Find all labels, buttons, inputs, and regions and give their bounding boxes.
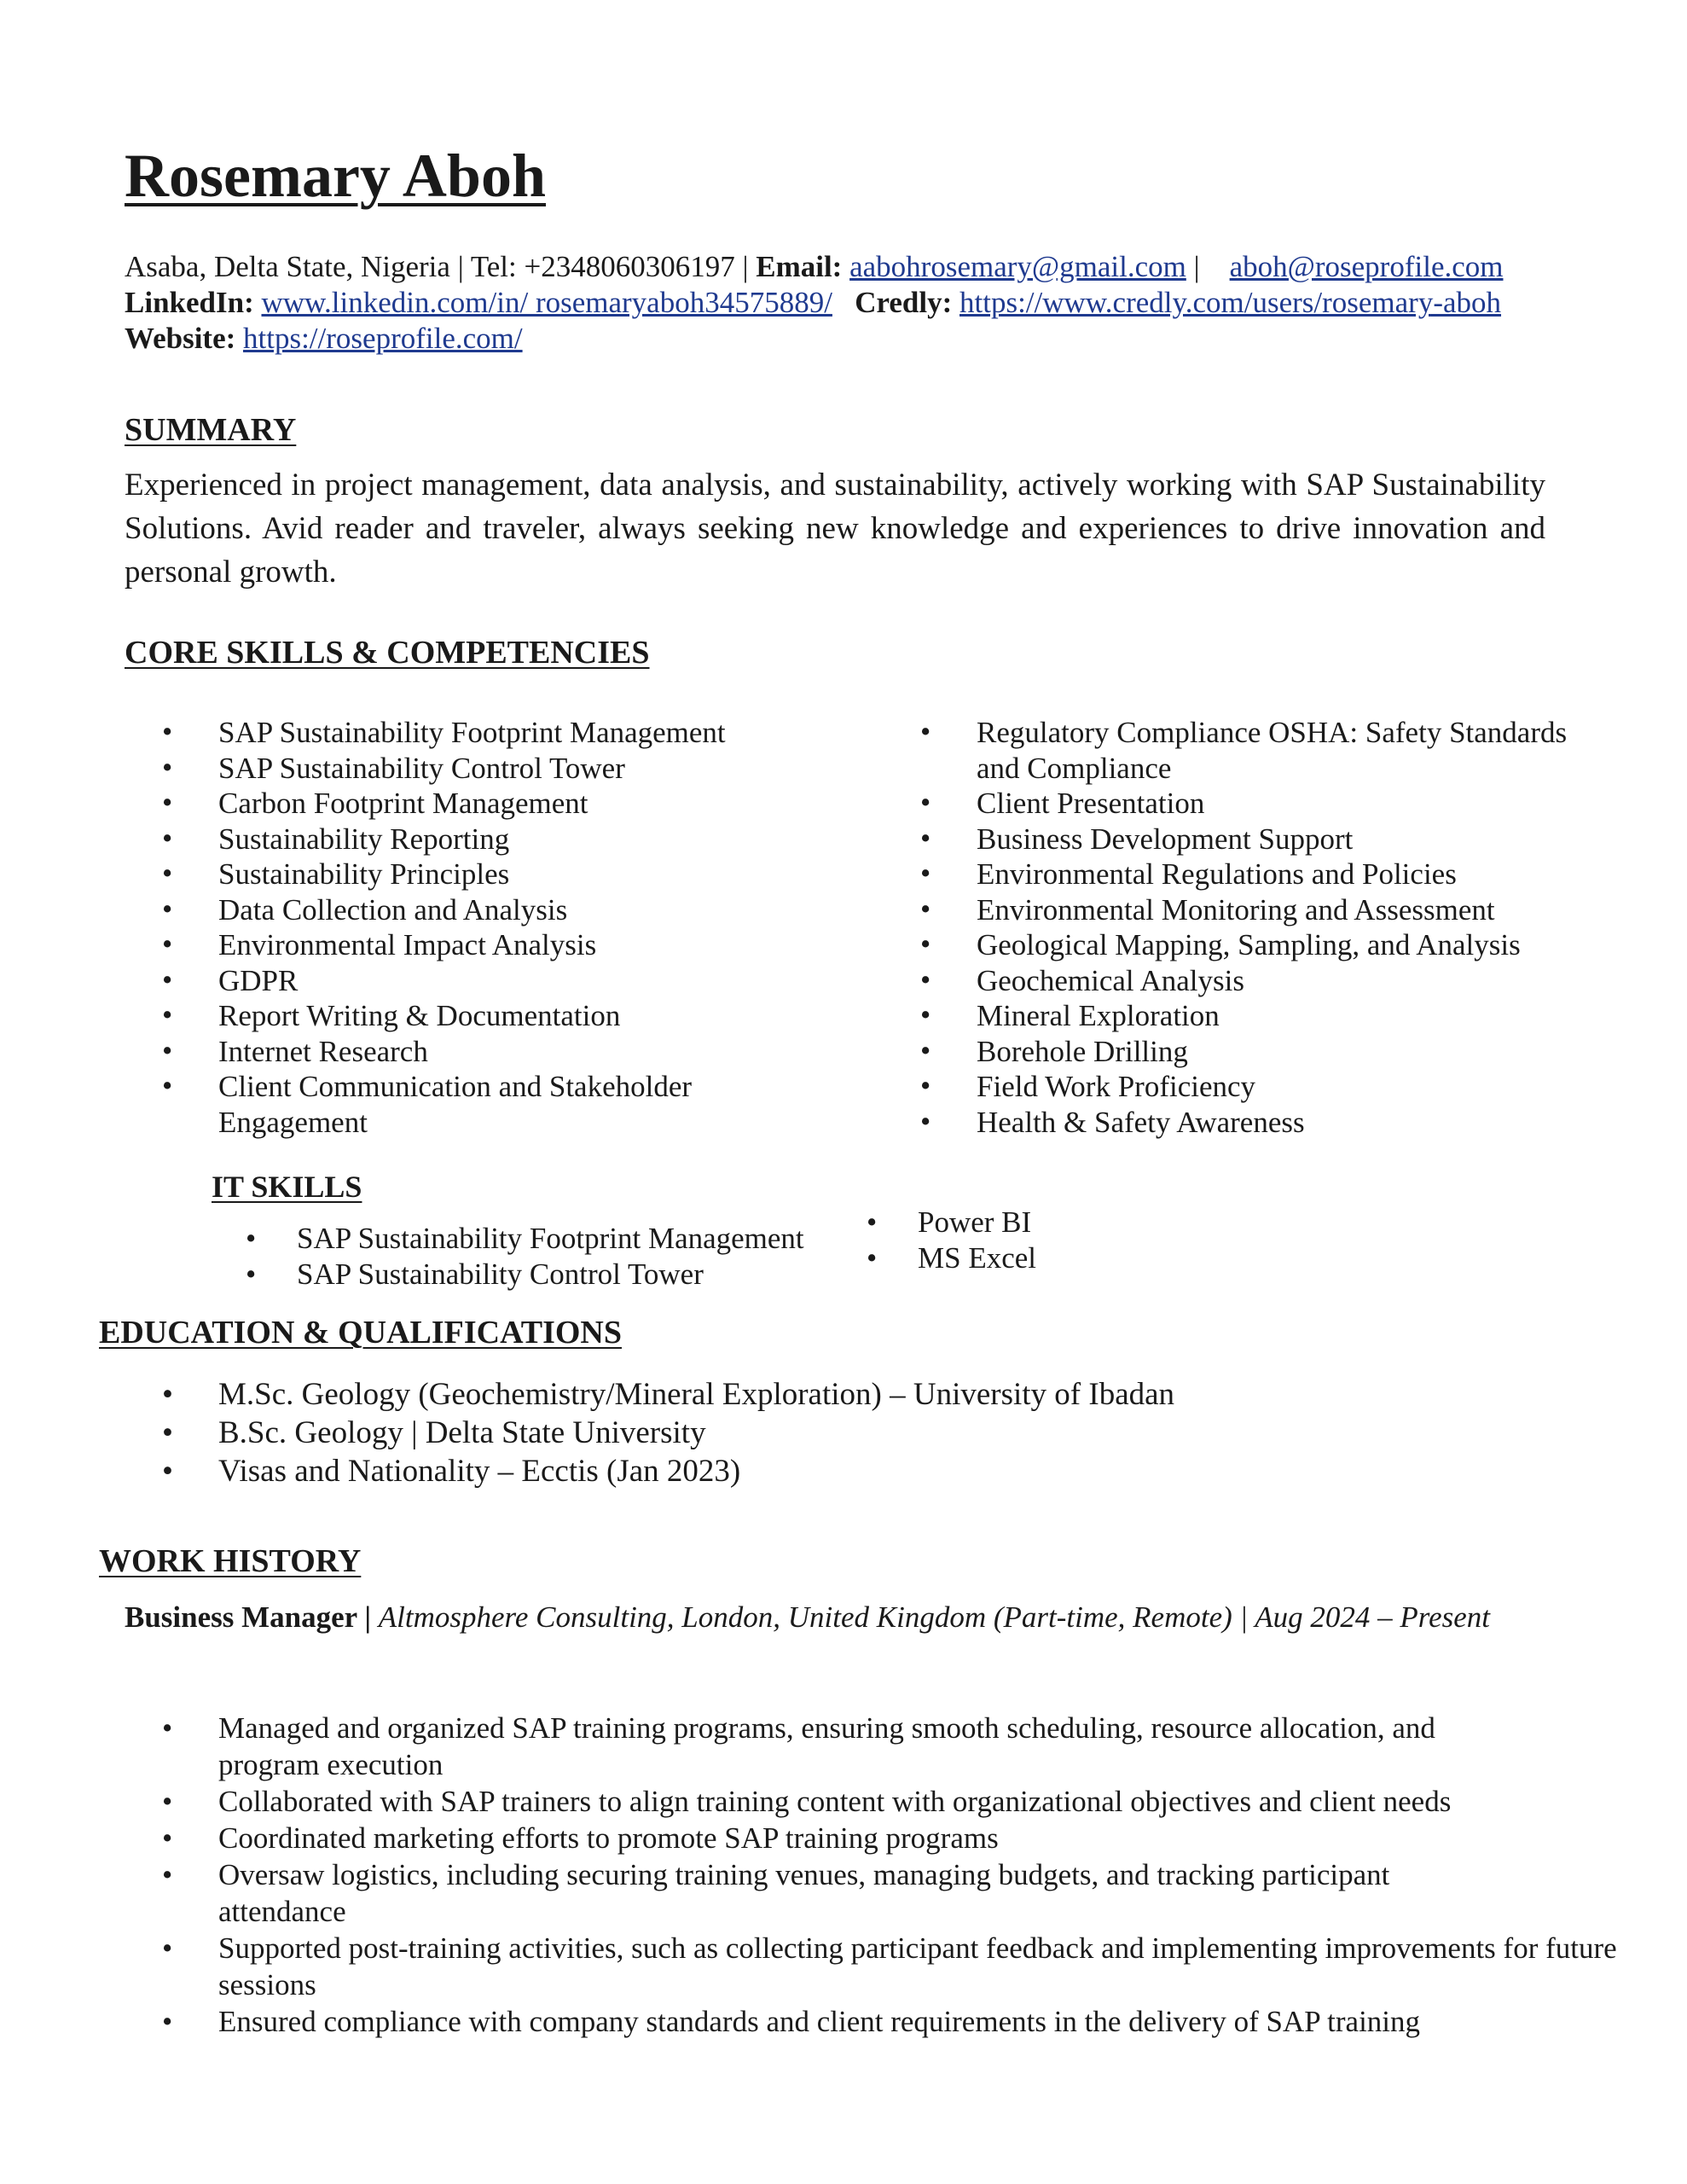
- bullet-icon: •: [920, 821, 931, 855]
- list-item: • Geological Mapping, Sampling, and Analysis: [920, 927, 1521, 961]
- bullet-icon: •: [162, 786, 173, 819]
- list-item: • Mineral Exploration: [920, 998, 1220, 1032]
- list-item: • Sustainability Principles: [162, 857, 510, 891]
- bullet-icon: •: [162, 1858, 173, 1891]
- skills-heading: CORE SKILLS & COMPETENCIES: [125, 635, 650, 671]
- email-link-1[interactable]: aabohrosemary@gmail.com: [849, 250, 1186, 283]
- bullet-icon: •: [920, 715, 931, 748]
- list-item: • Supported post-training activities, such as collecting participant feedback and implementing improvements for future sessions: [162, 1931, 1617, 2001]
- bullet-icon: •: [162, 1821, 173, 1855]
- bullet-icon: •: [162, 715, 173, 748]
- skills-list-right: [883, 715, 1608, 1140]
- job-header: [125, 1599, 1557, 1636]
- it-skills-heading: IT SKILLS: [212, 1170, 362, 1204]
- list-item: • Regulatory Compliance OSHA: Safety Standards and Compliance: [920, 715, 1568, 785]
- bullet-icon: •: [920, 998, 931, 1031]
- list-item: • Client Communication and Stakeholder Engagement: [162, 1069, 693, 1139]
- list-item: • Ensured compliance with company standards and client requirements in the delivery of SAP training: [162, 2005, 1421, 2038]
- bullet-icon: •: [162, 892, 173, 926]
- location-tel: Asaba, Delta State, Nigeria | Tel: +2348060306197 |: [125, 250, 749, 283]
- list-item: • Environmental Impact Analysis: [162, 927, 597, 961]
- bullet-icon: •: [920, 857, 931, 890]
- education-list: [125, 1375, 1174, 1490]
- list-item: • SAP Sustainability Control Tower: [162, 750, 625, 785]
- bullet-icon: •: [867, 1240, 878, 1275]
- bullet-icon: •: [162, 857, 173, 890]
- candidate-name: Rosemary Aboh: [125, 142, 547, 210]
- work-duties-list: [125, 1710, 1687, 2040]
- job-details: Altmosphere Consulting, London, United Kingdom (Part-time, Remote) | Aug 2024 – Present: [378, 1600, 1490, 1634]
- bullet-icon: •: [920, 892, 931, 926]
- list-item: • Health & Safety Awareness: [920, 1104, 1305, 1139]
- contact-block: [125, 249, 1504, 357]
- bullet-icon: •: [162, 821, 173, 855]
- bullet-icon: •: [920, 786, 931, 819]
- bullet-icon: •: [162, 1069, 173, 1102]
- it-skills-list-left: [212, 1221, 804, 1292]
- list-item: • Oversaw logistics, including securing training venues, managing budgets, and tracking participant attendance: [162, 1858, 1390, 1928]
- bullet-icon: •: [867, 1205, 878, 1239]
- list-item: • SAP Sustainability Footprint Management: [162, 715, 726, 749]
- bullet-icon: •: [162, 927, 173, 961]
- bullet-icon: •: [162, 1033, 173, 1067]
- summary-text: Experienced in project management, data analysis, and sustainability, actively working with SAP Sustainability Solutions. Avid reader and traveler, always seeking new knowledge and experiences to drive innovation and personal growth.: [125, 468, 1545, 590]
- contact-line-1: [125, 249, 1504, 285]
- contact-line-2: [125, 285, 1504, 321]
- bullet-icon: •: [920, 1069, 931, 1102]
- skills-list-left: [125, 715, 884, 1140]
- bullet-icon: •: [920, 1104, 931, 1138]
- list-item: • Client Presentation: [920, 786, 1205, 820]
- bullet-icon: •: [162, 1785, 173, 1818]
- credly-label: Credly:: [855, 286, 953, 319]
- work-heading: WORK HISTORY: [99, 1543, 362, 1579]
- list-item: • M.Sc. Geology (Geochemistry/Mineral Exploration) – University of Ibadan: [162, 1377, 1175, 1412]
- bullet-icon: •: [162, 1415, 173, 1450]
- bullet-icon: •: [162, 750, 173, 784]
- bullet-icon: •: [162, 1454, 173, 1489]
- list-item: • MS Excel: [867, 1240, 1037, 1275]
- list-item: • Sustainability Reporting: [162, 821, 510, 856]
- email-separator: |: [1193, 250, 1200, 283]
- bullet-icon: •: [162, 1931, 173, 1965]
- bullet-icon: •: [162, 998, 173, 1031]
- credly-link[interactable]: https://www.credly.com/users/rosemary-aboh: [959, 286, 1502, 319]
- contact-line-3: [125, 321, 1504, 357]
- job-title: Business Manager |: [125, 1600, 372, 1634]
- email-label: Email:: [756, 250, 843, 283]
- website-label: Website:: [125, 322, 236, 355]
- list-item: • Internet Research: [162, 1033, 428, 1068]
- bullet-icon: •: [162, 1711, 173, 1745]
- list-item: • Carbon Footprint Management: [162, 786, 588, 820]
- list-item: • Power BI: [867, 1205, 1032, 1239]
- bullet-icon: •: [246, 1222, 257, 1255]
- list-item: • Geochemical Analysis: [920, 962, 1244, 997]
- list-item: • B.Sc. Geology | Delta State University: [162, 1415, 706, 1450]
- bullet-icon: •: [162, 962, 173, 996]
- list-item: • GDPR: [162, 962, 299, 997]
- linkedin-link[interactable]: www.linkedin.com/in/ rosemaryaboh34575889/: [261, 286, 832, 319]
- list-item: • Collaborated with SAP trainers to align training content with organizational objectives and client needs: [162, 1785, 1452, 1818]
- list-item: • Managed and organized SAP training programs, ensuring smooth scheduling, resource allocation, and program execution: [162, 1711, 1435, 1781]
- list-item: • Report Writing & Documentation: [162, 998, 621, 1032]
- list-item: • Data Collection and Analysis: [162, 892, 568, 926]
- list-item: • Field Work Proficiency: [920, 1069, 1256, 1103]
- email-link-2[interactable]: aboh@roseprofile.com: [1229, 250, 1504, 283]
- bullet-icon: •: [162, 1377, 173, 1412]
- education-heading: EDUCATION & QUALIFICATIONS: [99, 1315, 622, 1350]
- bullet-icon: •: [920, 962, 931, 996]
- bullet-icon: •: [162, 2005, 173, 2038]
- bullet-icon: •: [246, 1257, 257, 1291]
- list-item: • Visas and Nationality – Ecctis (Jan 2023): [162, 1454, 741, 1489]
- bullet-icon: •: [920, 927, 931, 961]
- list-item: • Environmental Regulations and Policies: [920, 857, 1457, 891]
- list-item: • Borehole Drilling: [920, 1033, 1188, 1068]
- bullet-icon: •: [920, 1033, 931, 1067]
- list-item: • Business Development Support: [920, 821, 1354, 856]
- it-skills-list-right: [832, 1205, 1036, 1275]
- linkedin-label: LinkedIn:: [125, 286, 254, 319]
- list-item: • SAP Sustainability Control Tower: [246, 1257, 704, 1291]
- website-link[interactable]: https://roseprofile.com/: [243, 322, 523, 355]
- list-item: • SAP Sustainability Footprint Management: [246, 1222, 804, 1255]
- list-item: • Coordinated marketing efforts to promote SAP training programs: [162, 1821, 999, 1855]
- summary-heading: SUMMARY: [125, 412, 297, 448]
- list-item: • Environmental Monitoring and Assessment: [920, 892, 1495, 926]
